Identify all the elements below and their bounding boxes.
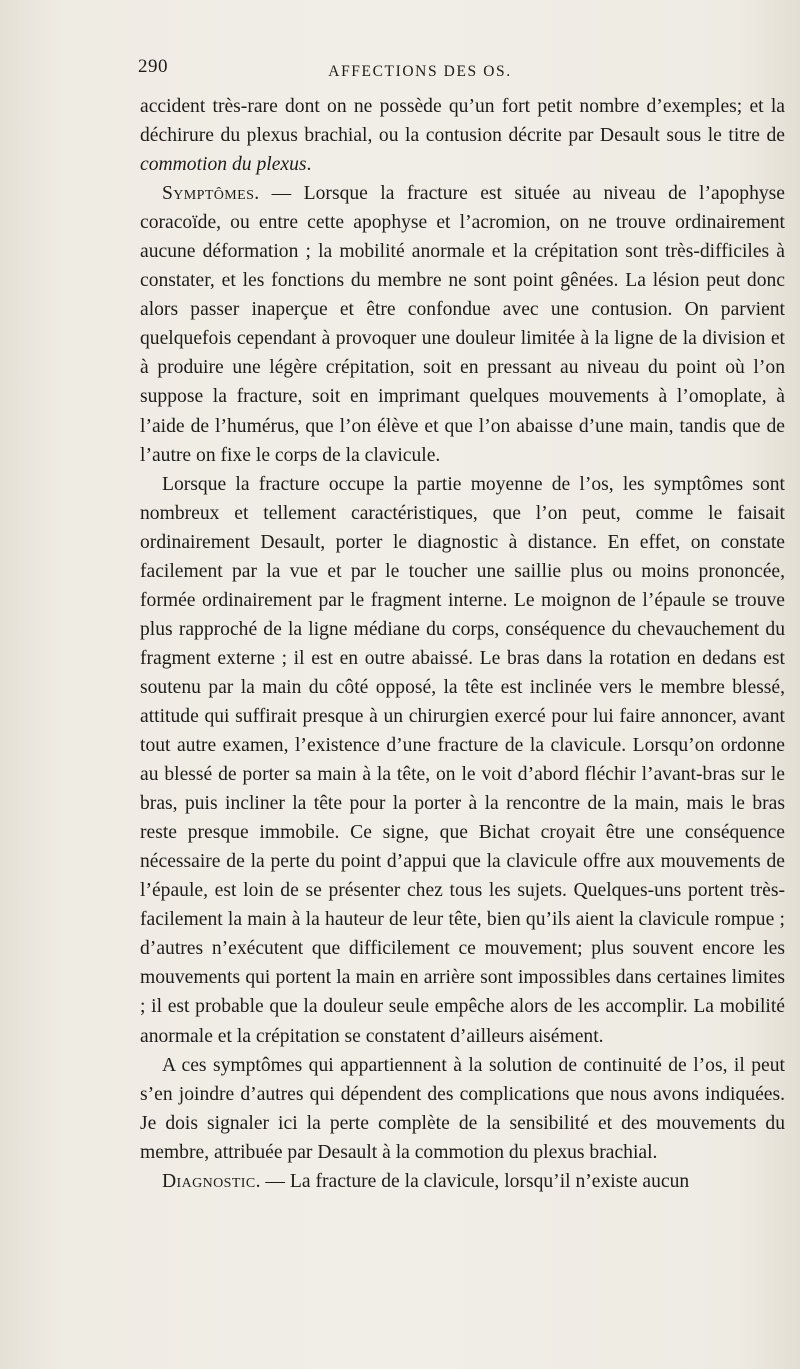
paragraph [140, 1167, 785, 1196]
paragraph [140, 1051, 785, 1167]
page-header [138, 56, 702, 84]
text-segment: Lorsque la fracture occupe la partie moyenne de l’os, les symptômes sont nombreux et tellement caractéristiques, que l’on peut, comme le faisait ordinairement Desault, porter le diagnostic à distance. En effet, on constate facilement par la vue et par le toucher une saillie plus ou moins prononcée, formée ordinairement par le fragment interne. Le moignon de l’épaule se trouve plus rapproché de la ligne médiane du corps, conséquence du chevauchement du fragment externe ; il est en outre abaissé. Le bras dans la rotation en dedans est soutenu par la main du côté opposé, la tête est inclinée vers le membre blessé, attitude qui suffirait presque à un chirurgien exercé pour lui faire annoncer, avant tout autre examen, l’existence d’une fracture de la clavicule. Lorsqu’on ordonne au blessé de porter sa main à la tête, on le voit d’abord fléchir l’avant-bras sur le bras, puis incliner la tête pour la porter à la rencontre de la main, mais le bras reste presque immobile. Ce signe, que Bichat croyait être une conséquence nécessaire de la perte du point d’appui que la clavicule offre aux mouvements de l’épaule, est loin de se présenter chez tous les sujets. Quelques-uns portent très-facilement la main à la hauteur de leur tête, bien qu’ils aient la clavicule rompue ; d’autres n’exécutent que difficilement ce mouvement; plus souvent encore les mouvements qui portent la main en arrière sont impossibles dans certaines limites ; il est probable que la douleur seule empêche alors de les accomplir. La mobilité anormale et la crépitation se constatent d’ailleurs aisément. [140, 473, 785, 1047]
page-number: 290 [138, 56, 168, 77]
paragraph [140, 470, 785, 1051]
section-heading: Symptômes [162, 183, 255, 205]
paragraph [140, 179, 785, 469]
text-segment: A ces symptômes qui appartiennent à la solution de continuité de l’os, il peut s’en joindre d’autres qui dépendent des complications que nous avons indiquées. Je dois signaler ici la perte complète de la sensibilité et des mouvements du membre, attribuée par Desault à la commotion du plexus brachial. [140, 1054, 785, 1163]
section-heading: Diagnostic [162, 1170, 256, 1192]
italic-term: commotion du plexus [140, 154, 307, 176]
text-segment: . — La fracture de la clavicule, lorsqu’il n’existe aucun [255, 1170, 690, 1192]
text-segment: . [306, 154, 312, 176]
running-title: AFFECTIONS DES OS. [328, 63, 512, 80]
paragraph [140, 92, 785, 179]
text-segment: accident très-rare dont on ne possède qu’un fort petit nombre d’exemples; et la déchirure du plexus brachial, ou la contusion décrite par Desault sous le titre de [140, 96, 785, 147]
body-text [140, 92, 785, 1196]
text-segment: . — Lorsque la fracture est située au niveau de l’apophyse coracoïde, ou entre cette apophyse et l’acromion, on ne trouve ordinairement aucune déformation ; la mobilité anormale et la crépitation sont très-difficiles à constater, et les fonctions du membre ne sont point gênées. La lésion peut donc alors passer inaperçue et être confondue avec une contusion. On parvient quelquefois cependant à provoquer une douleur limitée à la ligne de la division et à produire une légère crépitation, soit en pressant au niveau du point où l’on suppose la fracture, soit en imprimant quelques mouvements à l’omoplate, à l’aide de l’humérus, que l’on élève et que l’on abaisse d’une main, tandis que de l’autre on fixe le corps de la clavicule. [140, 183, 785, 466]
